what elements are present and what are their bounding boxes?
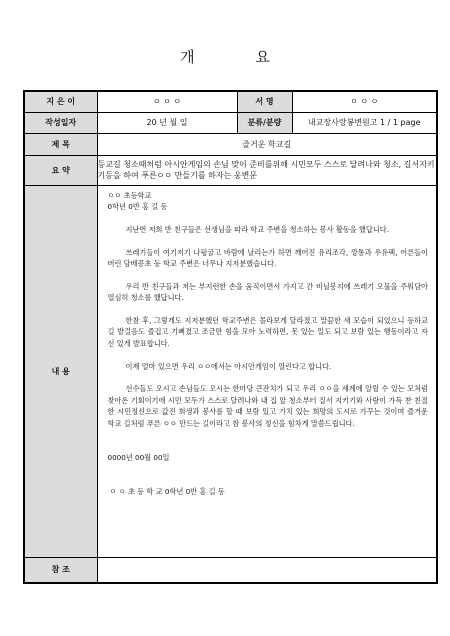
content-paragraph-2: 쓰레기들이 여기저기 나뒹굴고 바람에 날리는가 하면 깨어진 유리조각, 깡통과 우유팩, 어른들이 버린 담배꽁초 등 학교 주변은 너무나 지저분했습니다. bbox=[107, 247, 428, 268]
content-row bbox=[24, 185, 437, 557]
content-date-line: 0000년 00월 00일 bbox=[107, 452, 170, 462]
summary-form-table bbox=[23, 90, 438, 584]
date-row bbox=[24, 112, 437, 133]
date-label: 작성일자 bbox=[24, 112, 97, 133]
author-row bbox=[24, 91, 437, 112]
content-body bbox=[98, 186, 437, 498]
content-label: 내 용 bbox=[24, 185, 97, 557]
notes-label: 참 조 bbox=[24, 557, 97, 583]
date-value: 20 년 월 일 bbox=[97, 112, 237, 133]
summary-row bbox=[24, 155, 437, 185]
content-paragraph-1: 지난번 저희 반 친구들은 선생님을 따라 학교 주변을 청소하는 봉사 활동을 했답니다. bbox=[125, 224, 389, 234]
summary-label: 요 약 bbox=[24, 155, 97, 185]
content-paragraph-5: 이제 얼마 있으면 우리 ㅇㅇ에서는 아시안게임이 열린다고 합니다. bbox=[125, 361, 332, 371]
content-author-line: 0학년 0반 홍 길 동 bbox=[107, 201, 168, 211]
content-paragraph-6: 선수들도 오시고 손님들도 오시는 한마당 큰잔치가 되고 우리 ㅇㅇ을 세계에 알릴 수 있는 모처럼 찾아온 기회이기에 시민 모두가 스스로 달려나와 내 집 앞 청소부터 질서 지키기와 사랑이 가득 찬 친절한 시민정신으로 값진 희생과 봉사를 할 때 보람 있고 가치 있는 희망의 도시로 가꾸는 것이며 즐거운 학교 길처럼 푸른 ㅇㅇ 만드는 길이라고 참 봉사의 정신을 힘차게 말씀드립니다. bbox=[107, 384, 428, 428]
document-title: 개 요 bbox=[180, 48, 298, 66]
category-label: 분류/분량 bbox=[237, 112, 292, 133]
author-value: ㅇ ㅇ ㅇ bbox=[97, 91, 237, 112]
subject-value: 즐거운 학교길 bbox=[97, 133, 437, 155]
subject-row bbox=[24, 133, 437, 155]
subject-label: 제 목 bbox=[24, 133, 97, 155]
content-paragraph-4: 한참 후, 그렇게도 지저분했던 학교주변은 몰라보게 달라졌고 말끔한 새 모습이 되었으니 등하교 길 발걸음도 즐겁고 기뻐졌고 조금만 힘을 모아 노력하면, 못 있는 일도 되고 보람 있는 행동이라고 자신 있게 발표합니다. bbox=[107, 315, 428, 348]
signature-label: 서 명 bbox=[237, 91, 292, 112]
content-cell bbox=[97, 185, 437, 557]
category-value: 내교장사랑봉변원고 1 / 1 page bbox=[292, 112, 437, 133]
content-signoff: ㅇ ㅇ 초 등 학 교 0학년 0반 홍 길 동 bbox=[109, 486, 225, 496]
summary-value: 등교길 청소때처럼 아시안게임의 손님 맞이 준비를위해 시민모두 스스로 달려나와 청소, 길서지키기등을 하여 푸른ㅇㅇ 만들기를 하자는 웅변문 bbox=[97, 155, 437, 185]
content-school-line: ㅇㅇ 초등학교 bbox=[107, 190, 152, 200]
content-paragraph-3: 우리 반 친구들과 저는 부지런한 손을 움직이면서 가지고 간 비닐봉지에 쓰레기 오물을 주워담아 열심히 청소를 했답니다. bbox=[107, 281, 428, 303]
author-label: 지 은 이 bbox=[24, 91, 97, 112]
notes-row bbox=[24, 557, 437, 583]
signature-value: ㅇ ㅇ ㅇ bbox=[292, 91, 437, 112]
notes-value bbox=[97, 557, 437, 583]
